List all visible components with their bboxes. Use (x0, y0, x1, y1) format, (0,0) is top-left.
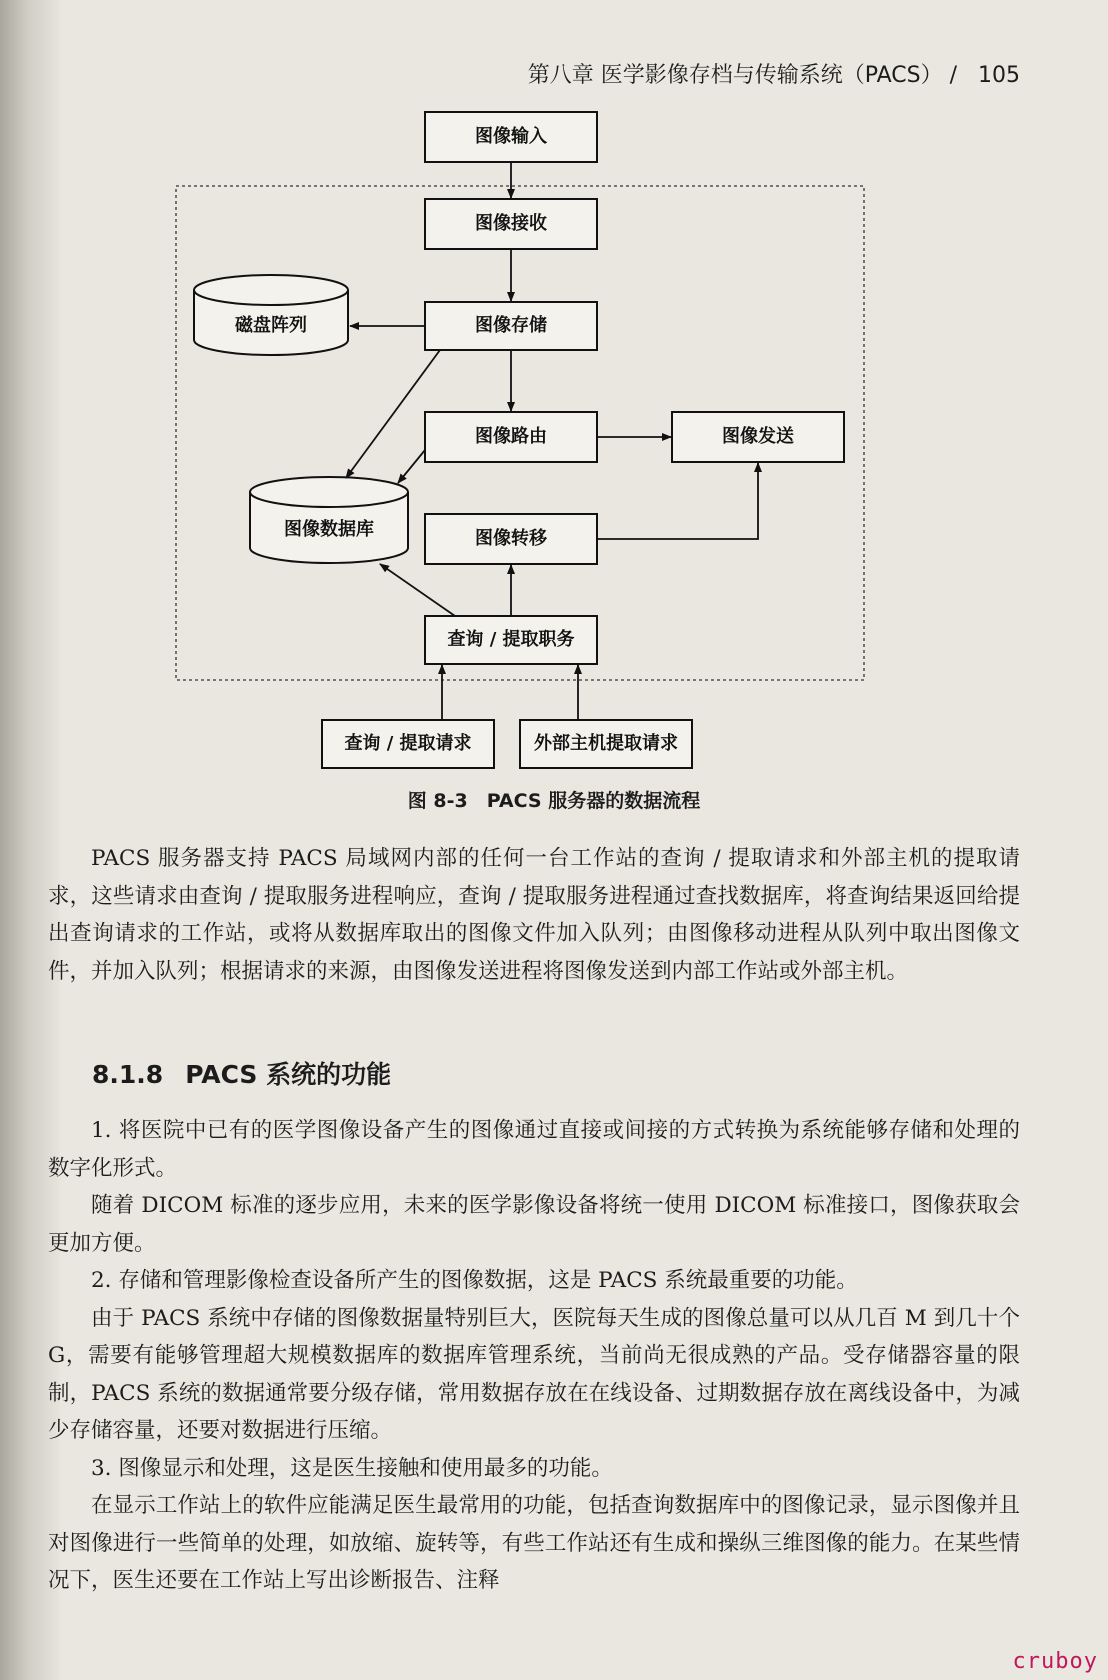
node-image-transfer (425, 514, 597, 564)
node-label: 图像转移 (475, 528, 547, 549)
header-separator: / (949, 63, 957, 88)
node-label: 图像路由 (475, 426, 547, 447)
node-external-host-request (520, 720, 692, 768)
node-image-receive (425, 199, 597, 249)
watermark: cruboy (1012, 1649, 1098, 1674)
node-label: 查询 / 提取请求 (344, 733, 472, 754)
figure-caption: 图 8-3 PACS 服务器的数据流程 (407, 790, 701, 812)
chapter-number: 第八章 (527, 63, 594, 88)
paragraph-block-2 (48, 1112, 1020, 1600)
node-label: 图像数据库 (284, 519, 374, 540)
paragraph: 由于 PACS 系统中存储的图像数据量特别巨大，医院每天生成的图像总量可以从几百 M 到几十个 G，需要有能够管理超大规模数据库的数据库管理系统，当前尚无很成熟的产品。受存储器容量的限制，PACS 系统的数据通常要分级存储，常用数据存放在在线设备、过期数据存放在离线设备中，为减少存储容量，还要对数据进行压缩。 (48, 1305, 1020, 1443)
page-number: 105 (978, 63, 1020, 88)
paragraph-block-1 (48, 840, 1020, 990)
chapter-title: 医学影像存档与传输系统（PACS） (600, 63, 943, 88)
node-image-send (672, 412, 844, 462)
section-number: 8.1.8 (92, 1060, 164, 1089)
node-label: 图像接收 (475, 213, 547, 234)
edge-service-to-database (380, 564, 455, 616)
paragraph: 2. 存储和管理影像检查设备所产生的图像数据，这是 PACS 系统最重要的功能。 (91, 1268, 858, 1293)
node-image-route (425, 412, 597, 462)
node-label: 图像存储 (475, 315, 547, 336)
paragraph: 随着 DICOM 标准的逐步应用，未来的医学影像设备将统一使用 DICOM 标准接口，图像获取会更加方便。 (48, 1193, 1020, 1256)
edge-transfer-to-send (597, 463, 758, 539)
node-image-store (425, 302, 597, 350)
node-label: 查询 / 提取职务 (447, 629, 575, 650)
section-title: PACS 系统的功能 (185, 1060, 392, 1089)
section-heading (92, 1055, 391, 1091)
node-label: 外部主机提取请求 (534, 733, 678, 754)
node-label: 图像输入 (475, 126, 547, 147)
node-disk-array (194, 275, 348, 355)
node-image-database (250, 477, 408, 563)
node-label: 磁盘阵列 (235, 315, 307, 336)
node-query-retrieve-service (425, 616, 597, 664)
paragraph: 3. 图像显示和处理，这是医生接触和使用最多的功能。 (91, 1455, 613, 1481)
node-image-input (425, 112, 597, 162)
paragraph: 在显示工作站上的软件应能满足医生最常用的功能，包括查询数据库中的图像记录，显示图像并且对图像进行一些简单的处理，如放缩、旋转等，有些工作站还有生成和操纵三维图像的能力。在某些情况下，医生还要在工作站上写出诊断报告、注释 (48, 1493, 1020, 1593)
pacs-dataflow-diagram (0, 0, 1108, 800)
edge-route-to-database (398, 450, 425, 483)
node-label: 图像发送 (722, 426, 794, 447)
paragraph: 1. 将医院中已有的医学图像设备产生的图像通过直接或间接的方式转换为系统能够存储和处理的数字化形式。 (48, 1118, 1020, 1181)
paragraph: PACS 服务器支持 PACS 局域网内部的任何一台工作站的查询 / 提取请求和外部主机的提取请求，这些请求由查询 / 提取服务进程响应，查询 / 提取服务进程通过查找数据库，将查询结果返回给提出查询请求的工作站，或将从数据库取出的图像文件加入队列；由图像移动进程从队列中取出图像文件，并加入队列；根据请求的来源，由图像发送进程将图像发送到内部工作站或外部主机。 (48, 846, 1020, 984)
node-query-retrieve-request (322, 720, 494, 768)
